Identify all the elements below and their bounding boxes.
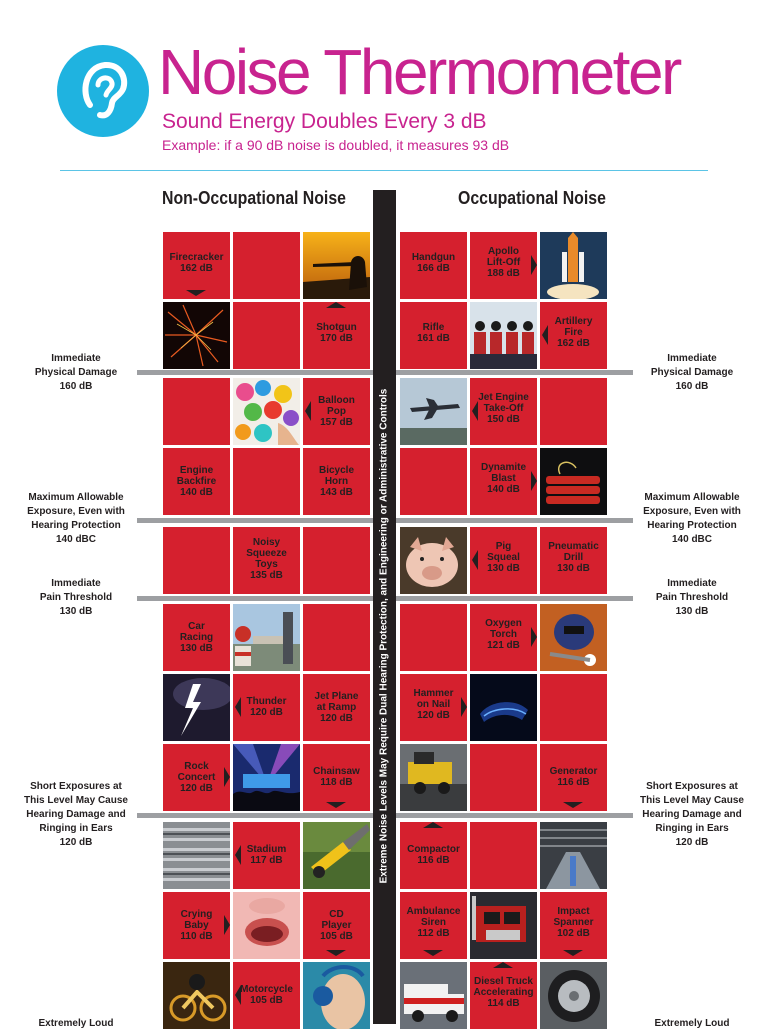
arrow-down-icon <box>326 950 346 956</box>
noise-cell-hammer-nail: Hammer on Nail 120 dB <box>400 674 467 741</box>
noise-cell-empty <box>400 448 467 515</box>
noise-cell-pig-squeal: Pig Squeal 130 dB <box>470 527 537 594</box>
noise-cell-cd-player: CD Player 105 dB <box>303 892 370 959</box>
arrow-down-icon <box>326 802 346 808</box>
noise-cell-factory-photo <box>540 822 607 889</box>
noise-cell-pig-photo <box>400 527 467 594</box>
noise-cell-baby-photo <box>233 892 300 959</box>
arrow-right-icon <box>531 255 537 275</box>
noise-cell-honor-guard-photo <box>470 302 537 369</box>
wheel-spanner-photo <box>540 962 607 1029</box>
noise-cell-empty <box>303 527 370 594</box>
threshold-label-pain-left: Immediate Pain Threshold 130 dB <box>39 578 113 617</box>
threshold-label-extremely-loud-left: Extremely Loud <box>38 1018 114 1029</box>
noise-cell-ambulance-photo <box>400 962 467 1029</box>
noise-cell-jet-engine: Jet Engine Take-Off 150 dB <box>470 378 537 445</box>
noise-cell-jet-photo <box>400 378 467 445</box>
noise-cell-empty <box>470 822 537 889</box>
noise-cell-headphones-photo <box>303 962 370 1029</box>
noise-cell-motorcycle-photo <box>163 962 230 1029</box>
noise-cell-squeeze-toys: Noisy Squeeze Toys 135 dB <box>233 527 300 594</box>
arrow-right-icon <box>461 697 467 717</box>
crying-baby-photo <box>233 892 300 959</box>
threshold-label-max-exposure-right: Maximum Allowable Exposure, Even with Hearing Protection 140 dBC <box>643 492 741 545</box>
threshold-label-immediate-damage-right: Immediate Physical Damage 160 dB <box>650 353 734 392</box>
noise-cell-balloons-photo <box>233 378 300 445</box>
noise-cell-balloon-pop: Balloon Pop 157 dB <box>303 378 370 445</box>
noise-cell-rifle: Rifle 161 dB <box>400 302 467 369</box>
noise-cell-impact-spanner: Impact Spanner 102 dB <box>540 892 607 959</box>
shuttle-launch-photo <box>540 232 607 299</box>
noise-cell-bicycle-horn: Bicycle Horn 143 dB <box>303 448 370 515</box>
noise-cell-engine-backfire: Engine Backfire 140 dB <box>163 448 230 515</box>
balloons-photo <box>233 378 300 445</box>
headphones-person-photo <box>303 962 370 1029</box>
arrow-right-icon <box>531 471 537 491</box>
noise-cell-empty <box>233 302 300 369</box>
welder-photo <box>540 604 607 671</box>
arrow-right-icon <box>224 915 230 935</box>
noise-cell-oxygen-torch: Oxygen Torch 121 dB <box>470 604 537 671</box>
dynamite-photo <box>540 448 607 515</box>
noise-cell-handgun: Handgun 166 dB <box>400 232 467 299</box>
noise-cell-stadium-photo <box>163 822 230 889</box>
arrow-down-icon <box>563 802 583 808</box>
noise-cell-empty <box>540 674 607 741</box>
noise-cell-shotgun: Shotgun 170 dB <box>303 302 370 369</box>
noise-cell-thunder: Thunder 120 dB <box>233 674 300 741</box>
concert-stage-photo <box>233 744 300 811</box>
stadium-crowd-photo <box>163 822 230 889</box>
noise-cell-empty <box>233 448 300 515</box>
ambulance-photo <box>400 962 467 1029</box>
noise-cell-compactor: Compactor 116 dB <box>400 822 467 889</box>
threshold-label-immediate-damage-left: Immediate Physical Damage 160 dB <box>34 353 118 392</box>
noise-cell-empty <box>470 744 537 811</box>
noise-cell-generator: Generator 116 dB <box>540 744 607 811</box>
paving-machine-photo <box>400 744 467 811</box>
noise-cell-empty <box>540 378 607 445</box>
lightning-photo <box>163 674 230 741</box>
noise-cell-ambulance: Ambulance Siren 112 dB <box>400 892 467 959</box>
chainsaw-photo <box>303 822 370 889</box>
header-divider <box>60 170 708 171</box>
fireworks-photo <box>163 302 230 369</box>
noise-cell-jet-ramp-photo <box>470 674 537 741</box>
noise-cell-firecracker: Firecracker 162 dB <box>163 232 230 299</box>
arrow-down-icon <box>563 950 583 956</box>
arrow-right-icon <box>531 627 537 647</box>
noise-cell-chainsaw-photo <box>303 822 370 889</box>
pig-photo <box>400 527 467 594</box>
example-note: Example: if a 90 dB noise is doubled, it measures 93 dB <box>162 137 510 153</box>
noise-cell-dynamite: Dynamite Blast 140 dB <box>470 448 537 515</box>
noise-cell-motorcycle: Motorcycle 105 dB <box>233 962 300 1029</box>
noise-cell-truck-photo <box>470 892 537 959</box>
noise-cell-shotgun-photo <box>303 232 370 299</box>
noise-cell-rock-concert: Rock Concert 120 dB <box>163 744 230 811</box>
racetrack-photo <box>233 604 300 671</box>
arrow-up-icon <box>493 962 513 968</box>
threshold-label-pain-right: Immediate Pain Threshold 130 dB <box>655 578 729 617</box>
noise-cell-welder-photo <box>540 604 607 671</box>
motorcycle-photo <box>163 962 230 1029</box>
diesel-truck-photo <box>470 892 537 959</box>
ear-icon <box>57 45 149 137</box>
page-subtitle: Sound Energy Doubles Every 3 dB <box>162 110 487 133</box>
honor-guard-photo <box>470 302 537 369</box>
noise-cell-stadium: Stadium 117 dB <box>233 822 300 889</box>
noise-cell-racetrack-photo <box>233 604 300 671</box>
noise-cell-concert-photo <box>233 744 300 811</box>
hunter-silhouette-photo <box>303 232 370 299</box>
noise-cell-rocket-photo <box>540 232 607 299</box>
arrow-down-icon <box>423 950 443 956</box>
page-title: Noise Thermometer <box>158 36 680 108</box>
noise-cell-pneumatic-drill: Pneumatic Drill 130 dB <box>540 527 607 594</box>
jet-takeoff-photo <box>400 378 467 445</box>
noise-cell-empty <box>163 378 230 445</box>
ear-logo-icon <box>57 45 149 137</box>
non-occupational-header: Non-Occupational Noise <box>162 188 346 208</box>
arrow-up-icon <box>326 302 346 308</box>
threshold-label-max-exposure-left: Maximum Allowable Exposure, Even with Hearing Protection 140 dBC <box>27 492 125 545</box>
noise-cell-empty <box>163 527 230 594</box>
arrow-right-icon <box>224 767 230 787</box>
noise-cell-roadwork-photo <box>400 744 467 811</box>
threshold-label-short-exposure-left: Short Exposures at This Level May Cause Hearing Damage and Ringing in Ears 120 dB <box>24 781 128 848</box>
noise-cell-lightning-photo <box>163 674 230 741</box>
noise-cell-dynamite-photo <box>540 448 607 515</box>
noise-cell-wheel-photo <box>540 962 607 1029</box>
noise-cell-fireworks-photo <box>163 302 230 369</box>
threshold-label-extremely-loud-right: Extremely Loud <box>654 1018 730 1029</box>
noise-cell-artillery: Artillery Fire 162 dB <box>540 302 607 369</box>
arrow-up-icon <box>423 822 443 828</box>
noise-cell-diesel-truck: Diesel Truck Accelerating 114 dB <box>470 962 537 1029</box>
noise-cell-chainsaw: Chainsaw 118 dB <box>303 744 370 811</box>
threshold-label-short-exposure-right: Short Exposures at This Level May Cause Hearing Damage and Ringing in Ears 120 dB <box>640 781 744 848</box>
occupational-header: Occupational Noise <box>458 188 606 208</box>
noise-cell-crying-baby: Crying Baby 110 dB <box>163 892 230 959</box>
arrow-down-icon <box>186 290 206 296</box>
noise-cell-empty <box>233 232 300 299</box>
factory-floor-photo <box>540 822 607 889</box>
noise-cell-jet-plane-ramp: Jet Plane at Ramp 120 dB <box>303 674 370 741</box>
jet-night-photo <box>470 674 537 741</box>
noise-cell-empty <box>303 604 370 671</box>
noise-cell-apollo: Apollo Lift-Off 188 dB <box>470 232 537 299</box>
noise-cell-car-racing: Car Racing 130 dB <box>163 604 230 671</box>
noise-cell-empty <box>400 604 467 671</box>
